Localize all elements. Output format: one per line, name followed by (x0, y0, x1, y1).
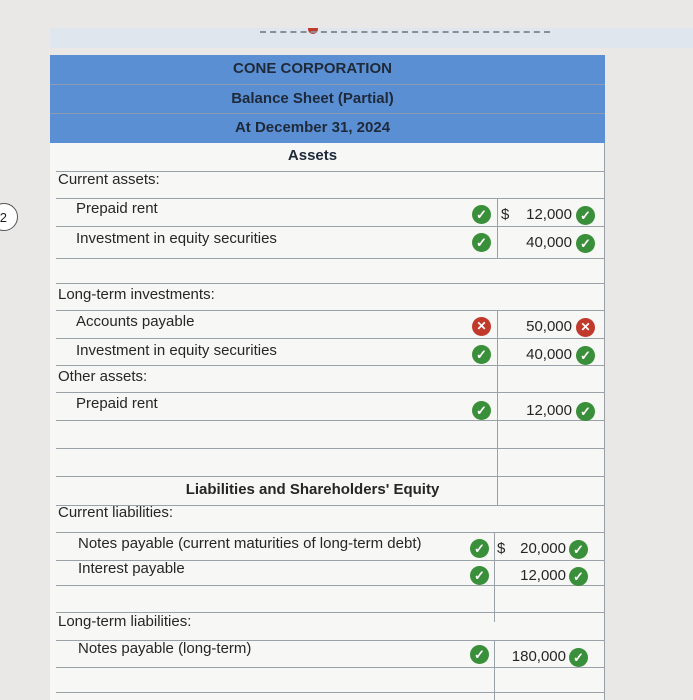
long-term-liabilities-label: Long-term liabilities: (58, 613, 192, 630)
notes-payable-long-term-amount[interactable]: 180,000 (511, 648, 566, 665)
row-line (56, 420, 605, 421)
column-divider (494, 532, 495, 622)
dollar-sign: $ (497, 540, 506, 557)
notes-payable-long-term-label[interactable]: Notes payable (long-term) (78, 640, 252, 657)
current-liabilities-label: Current liabilities: (58, 504, 174, 521)
company-name: CONE CORPORATION (233, 60, 392, 77)
correct-check-icon: ✓ (576, 206, 595, 225)
row-line (56, 338, 605, 339)
row-line (56, 532, 605, 533)
row-line (56, 226, 605, 227)
row-line (56, 692, 605, 693)
correct-check-icon: ✓ (472, 233, 491, 252)
correct-check-icon: ✓ (576, 234, 595, 253)
lt-equity-securities-amount[interactable]: 40,000 (526, 346, 572, 363)
lt-equity-securities-label[interactable]: Investment in equity securities (76, 342, 277, 359)
prepaid-rent-amount[interactable]: 12,000 (526, 206, 572, 223)
notes-payable-current-amount[interactable]: 20,000 (520, 540, 566, 557)
row-line (56, 585, 605, 586)
correct-check-icon: ✓ (569, 567, 588, 586)
equity-securities-label[interactable]: Investment in equity securities (76, 230, 277, 247)
row-line (56, 198, 605, 199)
correct-check-icon: ✓ (569, 540, 588, 559)
row-line (56, 392, 605, 393)
correct-check-icon: ✓ (569, 648, 588, 667)
column-divider (497, 198, 498, 258)
long-term-investments-label: Long-term investments: (58, 286, 215, 303)
row-line (56, 667, 605, 668)
liabilities-heading: Liabilities and Shareholders' Equity (185, 481, 440, 498)
header-divider (50, 84, 605, 85)
statement-title: Balance Sheet (Partial) (231, 90, 394, 107)
equity-securities-amount[interactable]: 40,000 (526, 234, 572, 251)
row-line (56, 365, 605, 366)
statement-date: At December 31, 2024 (234, 119, 391, 136)
prepaid-rent-label[interactable]: Prepaid rent (76, 200, 158, 217)
interest-payable-amount[interactable]: 12,000 (520, 567, 566, 584)
current-assets-label: Current assets: (58, 171, 160, 188)
interest-payable-label[interactable]: Interest payable (78, 560, 185, 577)
correct-check-icon: ✓ (472, 205, 491, 224)
question-number-badge[interactable]: 2 (0, 203, 18, 231)
correct-check-icon: ✓ (470, 566, 489, 585)
incorrect-x-icon: ✕ (472, 317, 491, 336)
incorrect-x-icon: ✕ (576, 318, 595, 337)
top-strip (50, 28, 693, 48)
header-divider (50, 113, 605, 114)
column-divider (494, 640, 495, 700)
correct-check-icon: ✓ (470, 645, 489, 664)
progress-dashes (260, 31, 550, 35)
other-prepaid-rent-label[interactable]: Prepaid rent (76, 395, 158, 412)
row-line (56, 258, 605, 259)
row-line (56, 448, 605, 449)
correct-check-icon: ✓ (472, 345, 491, 364)
dollar-sign: $ (501, 206, 510, 223)
row-line (56, 310, 605, 311)
accounts-payable-amount[interactable]: 50,000 (526, 318, 572, 335)
balance-sheet (50, 55, 605, 700)
assets-heading: Assets (287, 147, 338, 164)
correct-check-icon: ✓ (470, 539, 489, 558)
accounts-payable-label[interactable]: Accounts payable (76, 313, 195, 330)
other-assets-label: Other assets: (58, 368, 148, 385)
correct-check-icon: ✓ (576, 402, 595, 421)
notes-payable-current-label[interactable]: Notes payable (current maturities of long-term debt) (78, 535, 422, 552)
correct-check-icon: ✓ (472, 401, 491, 420)
row-line (56, 476, 605, 477)
row-line (56, 283, 605, 284)
other-prepaid-rent-amount[interactable]: 12,000 (526, 402, 572, 419)
correct-check-icon: ✓ (576, 346, 595, 365)
